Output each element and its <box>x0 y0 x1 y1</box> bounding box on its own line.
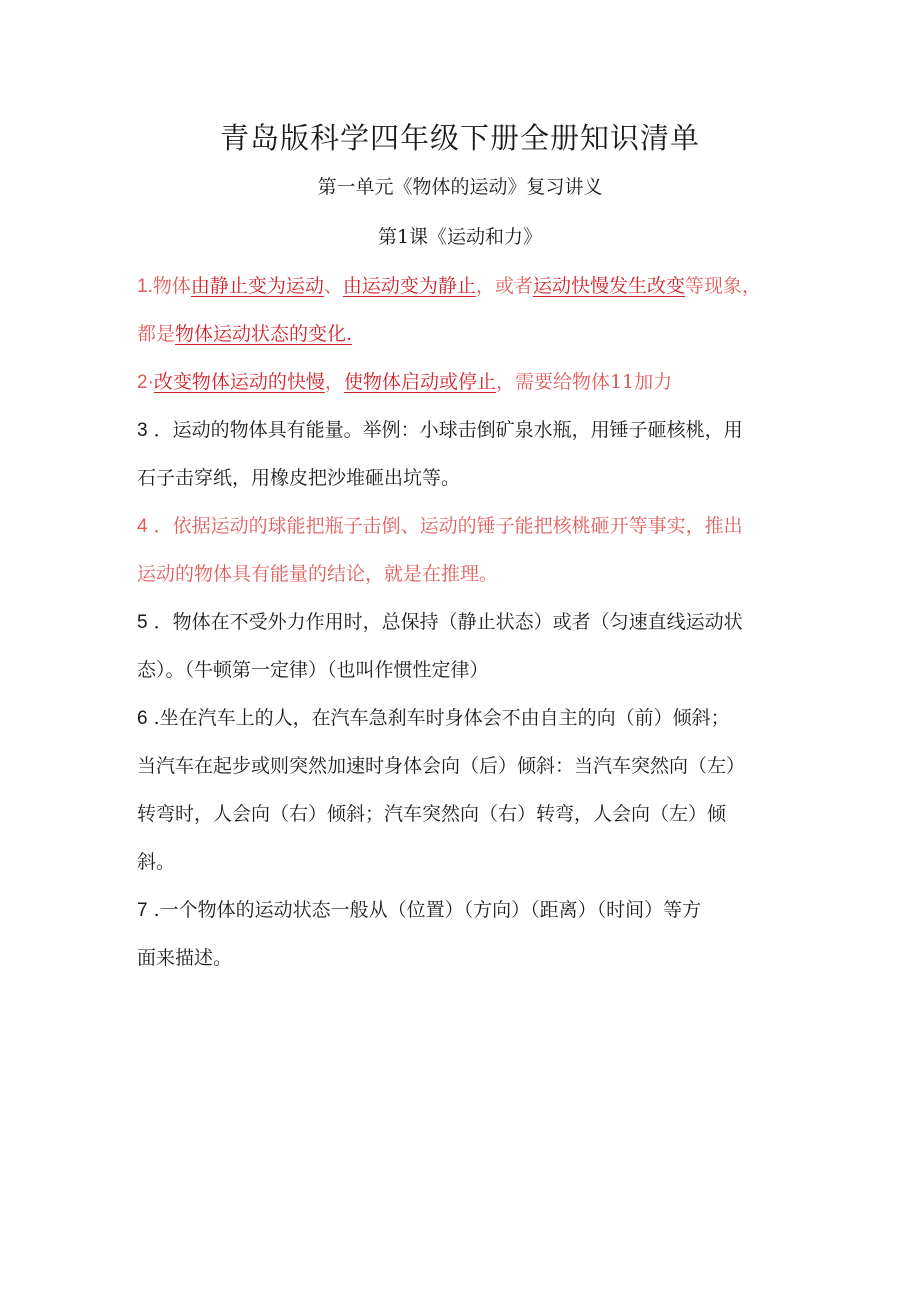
knowledge-item-4-line-2: 运动的物体具有能量的结论，就是在推理。 <box>137 563 499 585</box>
text-segment: 都是 <box>137 323 176 345</box>
item-number: 3 <box>137 420 148 441</box>
text-segment: .坐在汽车上的人，在汽车急刹车时身体会不由自主的向（前）倾斜； <box>147 707 730 729</box>
text-segment: ， <box>324 371 344 393</box>
knowledge-item-6-line-2: 当汽车在起步或则突然加速时身体会向（后）倾斜：当汽车突然向（左） <box>137 755 746 777</box>
knowledge-item-5-line-1 <box>137 598 787 646</box>
knowledge-item-3 <box>137 406 787 502</box>
knowledge-item-2 <box>137 358 787 406</box>
text-segment: 、 <box>323 275 343 297</box>
item-number: 6 <box>137 708 148 729</box>
knowledge-item-6-line-4: 斜。 <box>137 851 176 873</box>
lesson-heading: 第1课《运动和力》 <box>377 226 543 248</box>
knowledge-item-7-line-1 <box>137 886 787 934</box>
text-segment: 物体 <box>152 275 191 297</box>
item-number: 7 <box>137 900 148 921</box>
item-number: 5 <box>137 612 148 633</box>
knowledge-item-7-line-2: 面来描述。 <box>137 947 233 969</box>
knowledge-item-6-line-1 <box>137 694 787 742</box>
item-number: 4 <box>137 516 148 537</box>
knowledge-item-1 <box>137 262 787 358</box>
key-phrase: 使物体启动或停止 <box>343 371 496 393</box>
text-segment: ．运动的物体具有能量。举例：小球击倒矿泉水瓶，用锤子砸核桃，用 <box>147 419 743 441</box>
knowledge-item-6-line-3: 转弯时，人会向（右）倾斜；汽车突然向（右）转弯，人会向（左）倾 <box>137 803 727 825</box>
knowledge-item-1-line-2 <box>137 310 787 358</box>
knowledge-item-6 <box>137 694 787 886</box>
key-phrase: 物体运动状态的变化. <box>175 323 353 345</box>
knowledge-item-5-line-2: 态）。（牛顿第一定律）（也叫作惯性定律） <box>137 659 489 681</box>
text-segment: 等现象， <box>684 275 761 297</box>
text-segment: ，需要给物体11加力 <box>495 371 673 393</box>
knowledge-item-4-line-1 <box>137 502 787 550</box>
item-number: 1. <box>137 276 153 297</box>
key-phrase: 运动快慢发生改变 <box>532 275 685 297</box>
unit-heading: 第一单元《物体的运动》复习讲义 <box>317 176 603 198</box>
knowledge-item-3-line-1 <box>137 406 787 454</box>
text-segment: .一个物体的运动状态一般从（位置）（方向）（距离）（时间）等方 <box>147 899 702 921</box>
knowledge-item-4 <box>137 502 787 598</box>
text-segment: ，或者 <box>475 275 533 297</box>
knowledge-item-3-line-2: 石子击穿纸，用橡皮把沙堆砸出坑等。 <box>137 467 461 489</box>
text-segment: ．依据运动的球能把瓶子击倒、运动的锤子能把核桃砸开等事实，推出 <box>147 515 743 537</box>
document-title: 青岛版科学四年级下册全册知识清单 <box>219 121 700 155</box>
knowledge-item-7 <box>137 886 787 982</box>
knowledge-item-5 <box>137 598 787 694</box>
item-number: 2· <box>137 372 154 393</box>
knowledge-item-2-line-1 <box>137 358 787 406</box>
text-segment: ．物体在不受外力作用时，总保持（静止状态）或者（匀速直线运动状 <box>147 611 743 633</box>
key-phrase: 改变物体运动的快慢 <box>153 371 325 393</box>
key-phrase: 由运动变为静止 <box>342 275 476 297</box>
knowledge-item-1-line-1 <box>137 262 787 310</box>
key-phrase: 由静止变为运动 <box>190 275 324 297</box>
